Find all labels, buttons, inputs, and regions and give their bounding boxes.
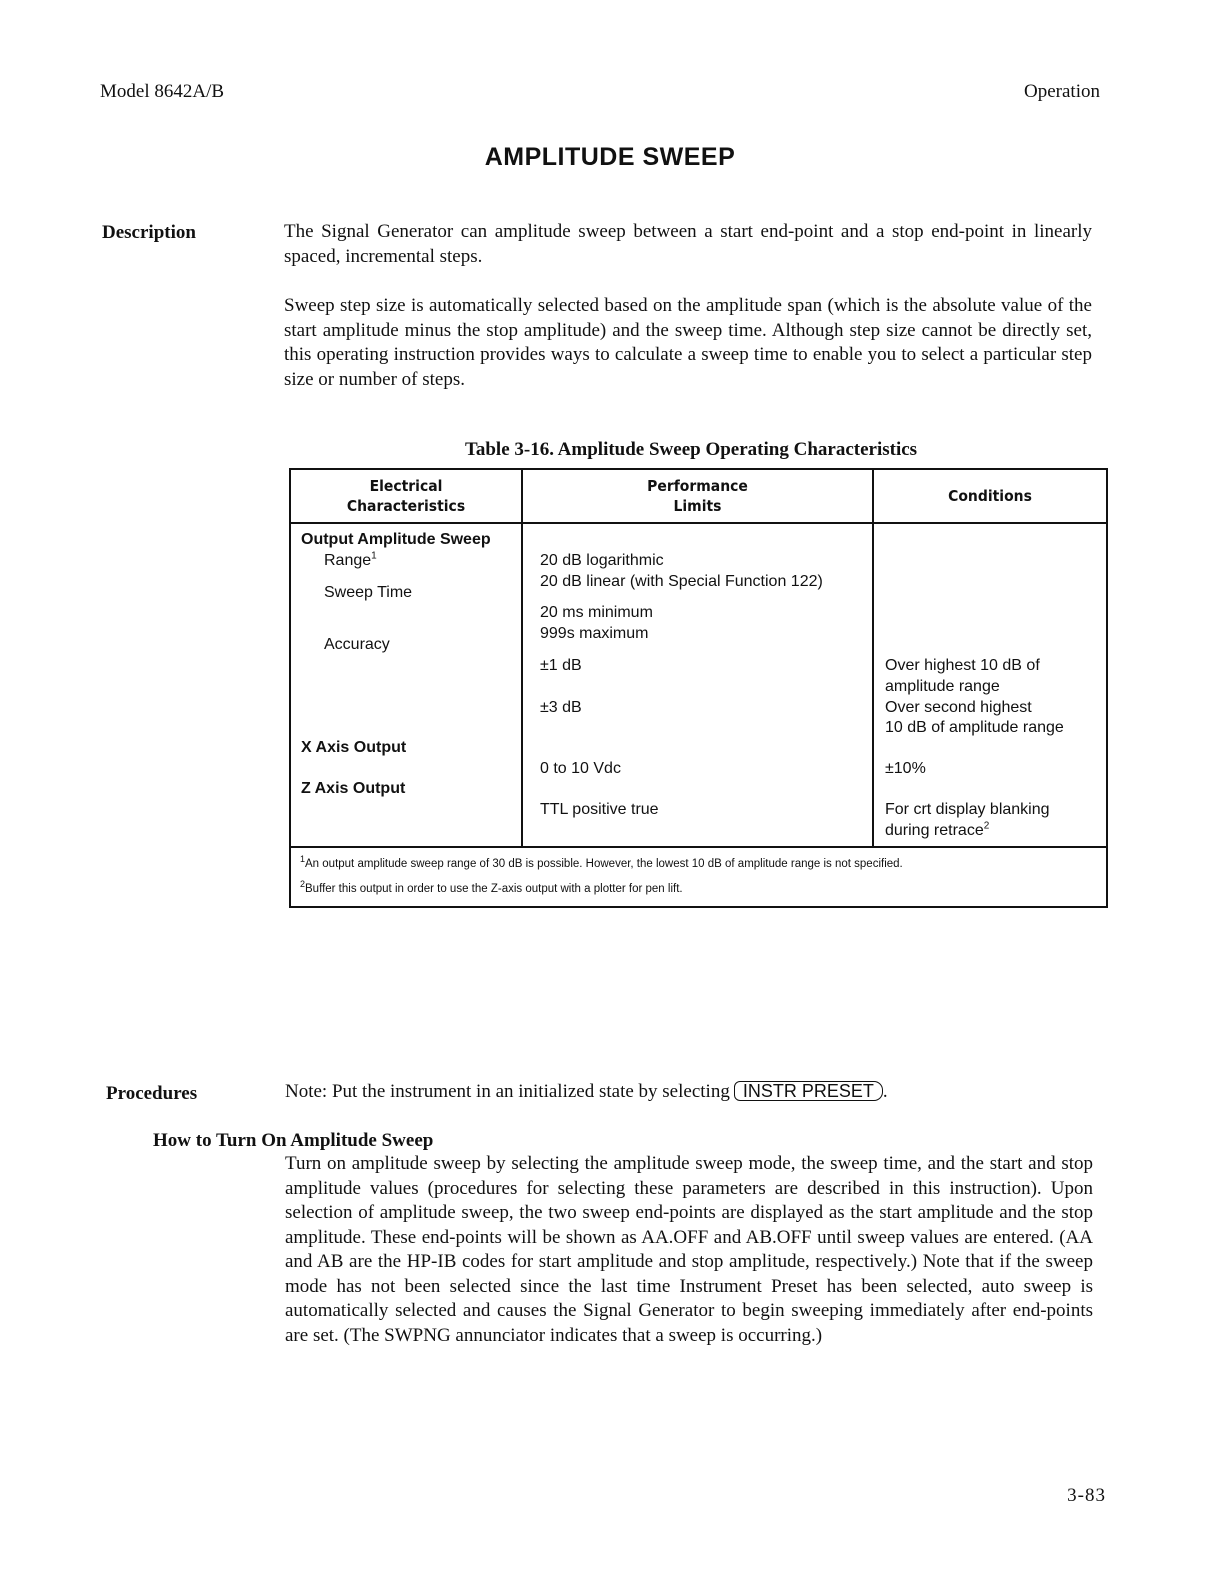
footnote-1-mark: 1 bbox=[300, 853, 306, 864]
accuracy-1db-condition-a: Over highest 10 dB of bbox=[885, 656, 1040, 674]
description-para-1: The Signal Generator can amplitude sweep between a start end-point and a stop end-point in linearly spaced, incremental steps. bbox=[284, 221, 1092, 267]
accuracy-3db: ±3 dB bbox=[540, 698, 582, 716]
range-linear-limit: 20 dB linear (with Special Function 122) bbox=[540, 572, 823, 590]
header-col3: Conditions bbox=[948, 487, 1032, 505]
header-electrical-characteristics bbox=[302, 469, 511, 523]
footnote-2 bbox=[300, 877, 1106, 902]
header-model: Model 8642A/B bbox=[100, 81, 225, 102]
sweep-time-label: Sweep Time bbox=[324, 583, 413, 601]
instr-preset-key: INSTR PRESET bbox=[734, 1081, 883, 1101]
table-footnotes-row bbox=[290, 847, 1107, 907]
characteristics-table bbox=[289, 468, 1108, 908]
accuracy-3db-condition-a: Over second highest bbox=[885, 698, 1032, 716]
x-axis-condition: ±10% bbox=[885, 760, 926, 778]
procedures-note bbox=[285, 1081, 888, 1103]
z-axis-output-label: Z Axis Output bbox=[301, 780, 406, 798]
output-amplitude-sweep-label: Output Amplitude Sweep bbox=[301, 531, 491, 548]
description-label: Description bbox=[102, 222, 196, 243]
procedures-label: Procedures bbox=[106, 1083, 198, 1104]
header-conditions bbox=[885, 469, 1096, 523]
header-col2-line2: Limits bbox=[673, 497, 722, 515]
header-section: Operation bbox=[1024, 81, 1100, 102]
table-caption: Table 3-16. Amplitude Sweep Operating Characteristics bbox=[464, 439, 918, 460]
table-header-row bbox=[290, 469, 1107, 523]
footnote-1-text: An output amplitude sweep range of 30 dB is possible. However, the lowest 10 dB of amplitude range is not specified. bbox=[305, 857, 903, 870]
characteristics-column bbox=[290, 523, 522, 847]
range-footnote-mark: 1 bbox=[371, 550, 377, 562]
how-to-heading: How to Turn On Amplitude Sweep bbox=[153, 1130, 434, 1151]
page-title: AMPLITUDE SWEEP bbox=[484, 143, 736, 171]
footnote-2-text: Buffer this output in order to use the Z-axis output with a plotter for pen lift. bbox=[305, 882, 683, 895]
sweep-time-max: 999s maximum bbox=[540, 625, 649, 643]
range-log-limit: 20 dB logarithmic bbox=[540, 551, 664, 569]
z-axis-condition-a: For crt display blanking bbox=[885, 800, 1050, 818]
procedures-note-text: Note: Put the instrument in an initialized state by selecting bbox=[285, 1081, 730, 1102]
accuracy-1db: ±1 dB bbox=[540, 656, 582, 674]
sweep-time-min: 20 ms minimum bbox=[540, 604, 653, 622]
z-axis-footnote-mark: 2 bbox=[983, 820, 990, 832]
header-performance-limits bbox=[540, 469, 856, 523]
how-to-body: Turn on amplitude sweep by selecting the amplitude sweep mode, the sweep time, and the start and stop amplitude values (procedures for selecting these parameters are described in this instruction). Upon selection of amplitude sweep, the two sweep end-points are displayed as the start amplitude and the stop amplitude. These end-points will be shown as AA.OFF and AB.OFF until sweep values are entered. (AA and AB are the HP-IB codes for start amplitude and stop amplitude, respectively.) Note that if the sweep mode has not been selected since the last time Instrument Preset has been selected, auto sweep is automatically selected and causes the Signal Generator to begin sweeping immediately after end-points are set. (The SWPNG annunciator indicates that a sweep is occurring.) bbox=[285, 1153, 1093, 1346]
page-number: 3-83 bbox=[1067, 1485, 1106, 1506]
x-axis-limit: 0 to 10 Vdc bbox=[540, 760, 621, 778]
z-axis-condition-b-text: during retrace bbox=[885, 821, 984, 839]
procedures-note-end: . bbox=[882, 1081, 888, 1102]
description-para-2: Sweep step size is automatically selected based on the amplitude span (which is the absolute value of the start amplitude minus the stop amplitude) and the sweep time. Although step size cannot be directly set, this operating instruction provides ways to calculate a sweep time to enable you to select a particular step size or number of steps. bbox=[284, 295, 1092, 390]
range-label bbox=[292, 551, 520, 572]
z-axis-condition-b bbox=[875, 821, 1105, 842]
accuracy-1db-condition-b: amplitude range bbox=[885, 677, 1000, 695]
range-text: Range bbox=[324, 551, 372, 569]
accuracy-label: Accuracy bbox=[324, 636, 390, 654]
limits-column bbox=[522, 523, 873, 847]
footnote-1 bbox=[300, 852, 1106, 877]
z-axis-limit: TTL positive true bbox=[540, 800, 659, 818]
table-body-row bbox=[290, 523, 1107, 847]
header-col2-line1: Performance bbox=[647, 477, 748, 495]
conditions-column bbox=[873, 523, 1107, 847]
header-col1-line1: Electrical bbox=[369, 477, 443, 495]
footnote-2-mark: 2 bbox=[300, 878, 306, 889]
accuracy-3db-condition-b: 10 dB of amplitude range bbox=[885, 719, 1064, 737]
x-axis-output-label: X Axis Output bbox=[301, 739, 407, 757]
table-footnotes bbox=[290, 847, 1107, 907]
header-col1-line2: Characteristics bbox=[346, 497, 466, 515]
